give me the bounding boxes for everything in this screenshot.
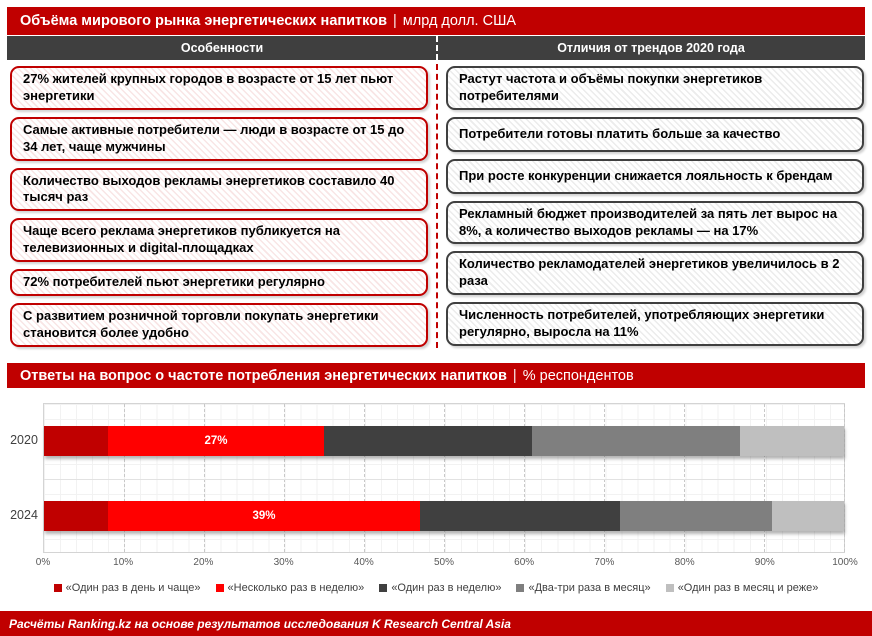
trend-box-1: Растут частота и объёмы покупки энергетиков потребителями (446, 66, 864, 110)
legend-label: «Несколько раз в неделю» (227, 582, 365, 594)
x-tick-60pct: 60% (514, 557, 535, 568)
feature-box-6: С развитием розничной торговли покупать энергетики становится более удобно (10, 303, 428, 347)
legend-swatch-icon (216, 584, 224, 592)
feature-box-5: 72% потребителей пьют энергетики регулярно (10, 269, 428, 296)
legend-item-2 (216, 582, 365, 594)
legend-swatch-icon (379, 584, 387, 592)
trends-header (437, 36, 865, 60)
category-label-2020: 2020 (10, 433, 38, 447)
x-tick-0pct: 0% (35, 557, 51, 568)
x-tick-100pct: 100% (832, 557, 858, 568)
legend-label: «Один раз в месяц и реже» (677, 582, 819, 594)
bar-2020-segment-4 (532, 426, 740, 456)
legend-item-4 (516, 582, 650, 594)
bar-2020-segment-5 (740, 426, 844, 456)
bar-2024-segment-3 (420, 501, 620, 531)
legend-label: «Два-три раза в месяц» (528, 582, 651, 594)
x-tick-40pct: 40% (353, 557, 374, 568)
x-tick-90pct: 90% (754, 557, 775, 568)
chart-title-bar (7, 363, 865, 388)
source-footer (0, 611, 872, 636)
legend-swatch-icon (516, 584, 524, 592)
bar-2024-segment-1 (44, 501, 108, 531)
x-tick-10pct: 10% (113, 557, 134, 568)
feature-box-2: Самые активные потребители — люди в возрасте от 15 до 34 лет, чаще мужчины (10, 117, 428, 161)
bar-2024-segment-4 (620, 501, 772, 531)
main-title: Объёма мирового рынка энергетических напитков (20, 13, 387, 29)
stacked-bar-2024 (44, 501, 844, 531)
chart-title: Ответы на вопрос о частоте потребления энергетических напитков (20, 367, 507, 384)
header-divider-dashed (436, 36, 438, 60)
feature-box-4: Чаще всего реклама энергетиков публикуется на телевизионных и digital-площадках (10, 218, 428, 262)
legend-item-3 (379, 582, 501, 594)
source-text: Расчёты Ranking.kz на основе результатов исследования K Research Central Asia (9, 616, 511, 631)
title-separator: | (393, 13, 397, 29)
x-tick-70pct: 70% (594, 557, 615, 568)
bar-2024-segment-5 (772, 501, 844, 531)
feature-box-1: 27% жителей крупных городов в возрасте от 15 лет пьют энергетики (10, 66, 428, 110)
bar-2020-segment-2 (108, 426, 324, 456)
features-column (10, 66, 428, 346)
row-divider-line (44, 479, 844, 480)
legend-item-5 (666, 582, 819, 594)
feature-box-3: Количество выходов рекламы энергетиков составило 40 тысяч раз (10, 168, 428, 212)
legend-label: «Один раз в день и чаще» (65, 582, 201, 594)
bar-2020-data-label: 27% (204, 435, 228, 447)
legend-label: «Один раз в неделю» (391, 582, 502, 594)
trend-box-4: Рекламный бюджет производителей за пять лет вырос на 8%, а количество выходов рекламы — на 17% (446, 201, 864, 245)
features-header (7, 36, 437, 60)
column-divider-dashed (436, 64, 438, 348)
category-label-2024: 2024 (10, 508, 38, 522)
chart-title-unit: % респондентов (522, 367, 634, 384)
features-header-label: Особенности (180, 41, 264, 55)
bar-2020-segment-1 (44, 426, 108, 456)
bar-2020-segment-3 (324, 426, 532, 456)
main-title-bar (7, 7, 865, 35)
bar-2024-data-label: 39% (252, 510, 276, 522)
legend-swatch-icon (54, 584, 62, 592)
trend-box-3: При росте конкуренции снижается лояльность к брендам (446, 159, 864, 194)
trends-header-label: Отличия от трендов 2020 года (557, 41, 745, 55)
trend-box-6: Численность потребителей, употребляющих энергетики регулярно, выросла на 11% (446, 302, 864, 346)
x-axis-ticks (35, 557, 858, 571)
chart-legend (0, 582, 872, 594)
gridline-100pct (844, 404, 845, 552)
legend-swatch-icon (666, 584, 674, 592)
main-title-unit: млрд долл. США (402, 13, 517, 29)
chart-title-separator: | (512, 367, 517, 384)
x-tick-80pct: 80% (674, 557, 695, 568)
plot-area (43, 403, 845, 553)
x-tick-20pct: 20% (193, 557, 214, 568)
legend-item-1 (54, 582, 201, 594)
stacked-bar-2020 (44, 426, 844, 456)
trend-box-2: Потребители готовы платить больше за качество (446, 117, 864, 152)
bar-2024-segment-2 (108, 501, 420, 531)
trends-column (446, 66, 864, 346)
trend-box-5: Количество рекламодателей энергетиков увеличилось в 2 раза (446, 251, 864, 295)
x-tick-50pct: 50% (433, 557, 455, 568)
x-tick-30pct: 30% (273, 557, 294, 568)
